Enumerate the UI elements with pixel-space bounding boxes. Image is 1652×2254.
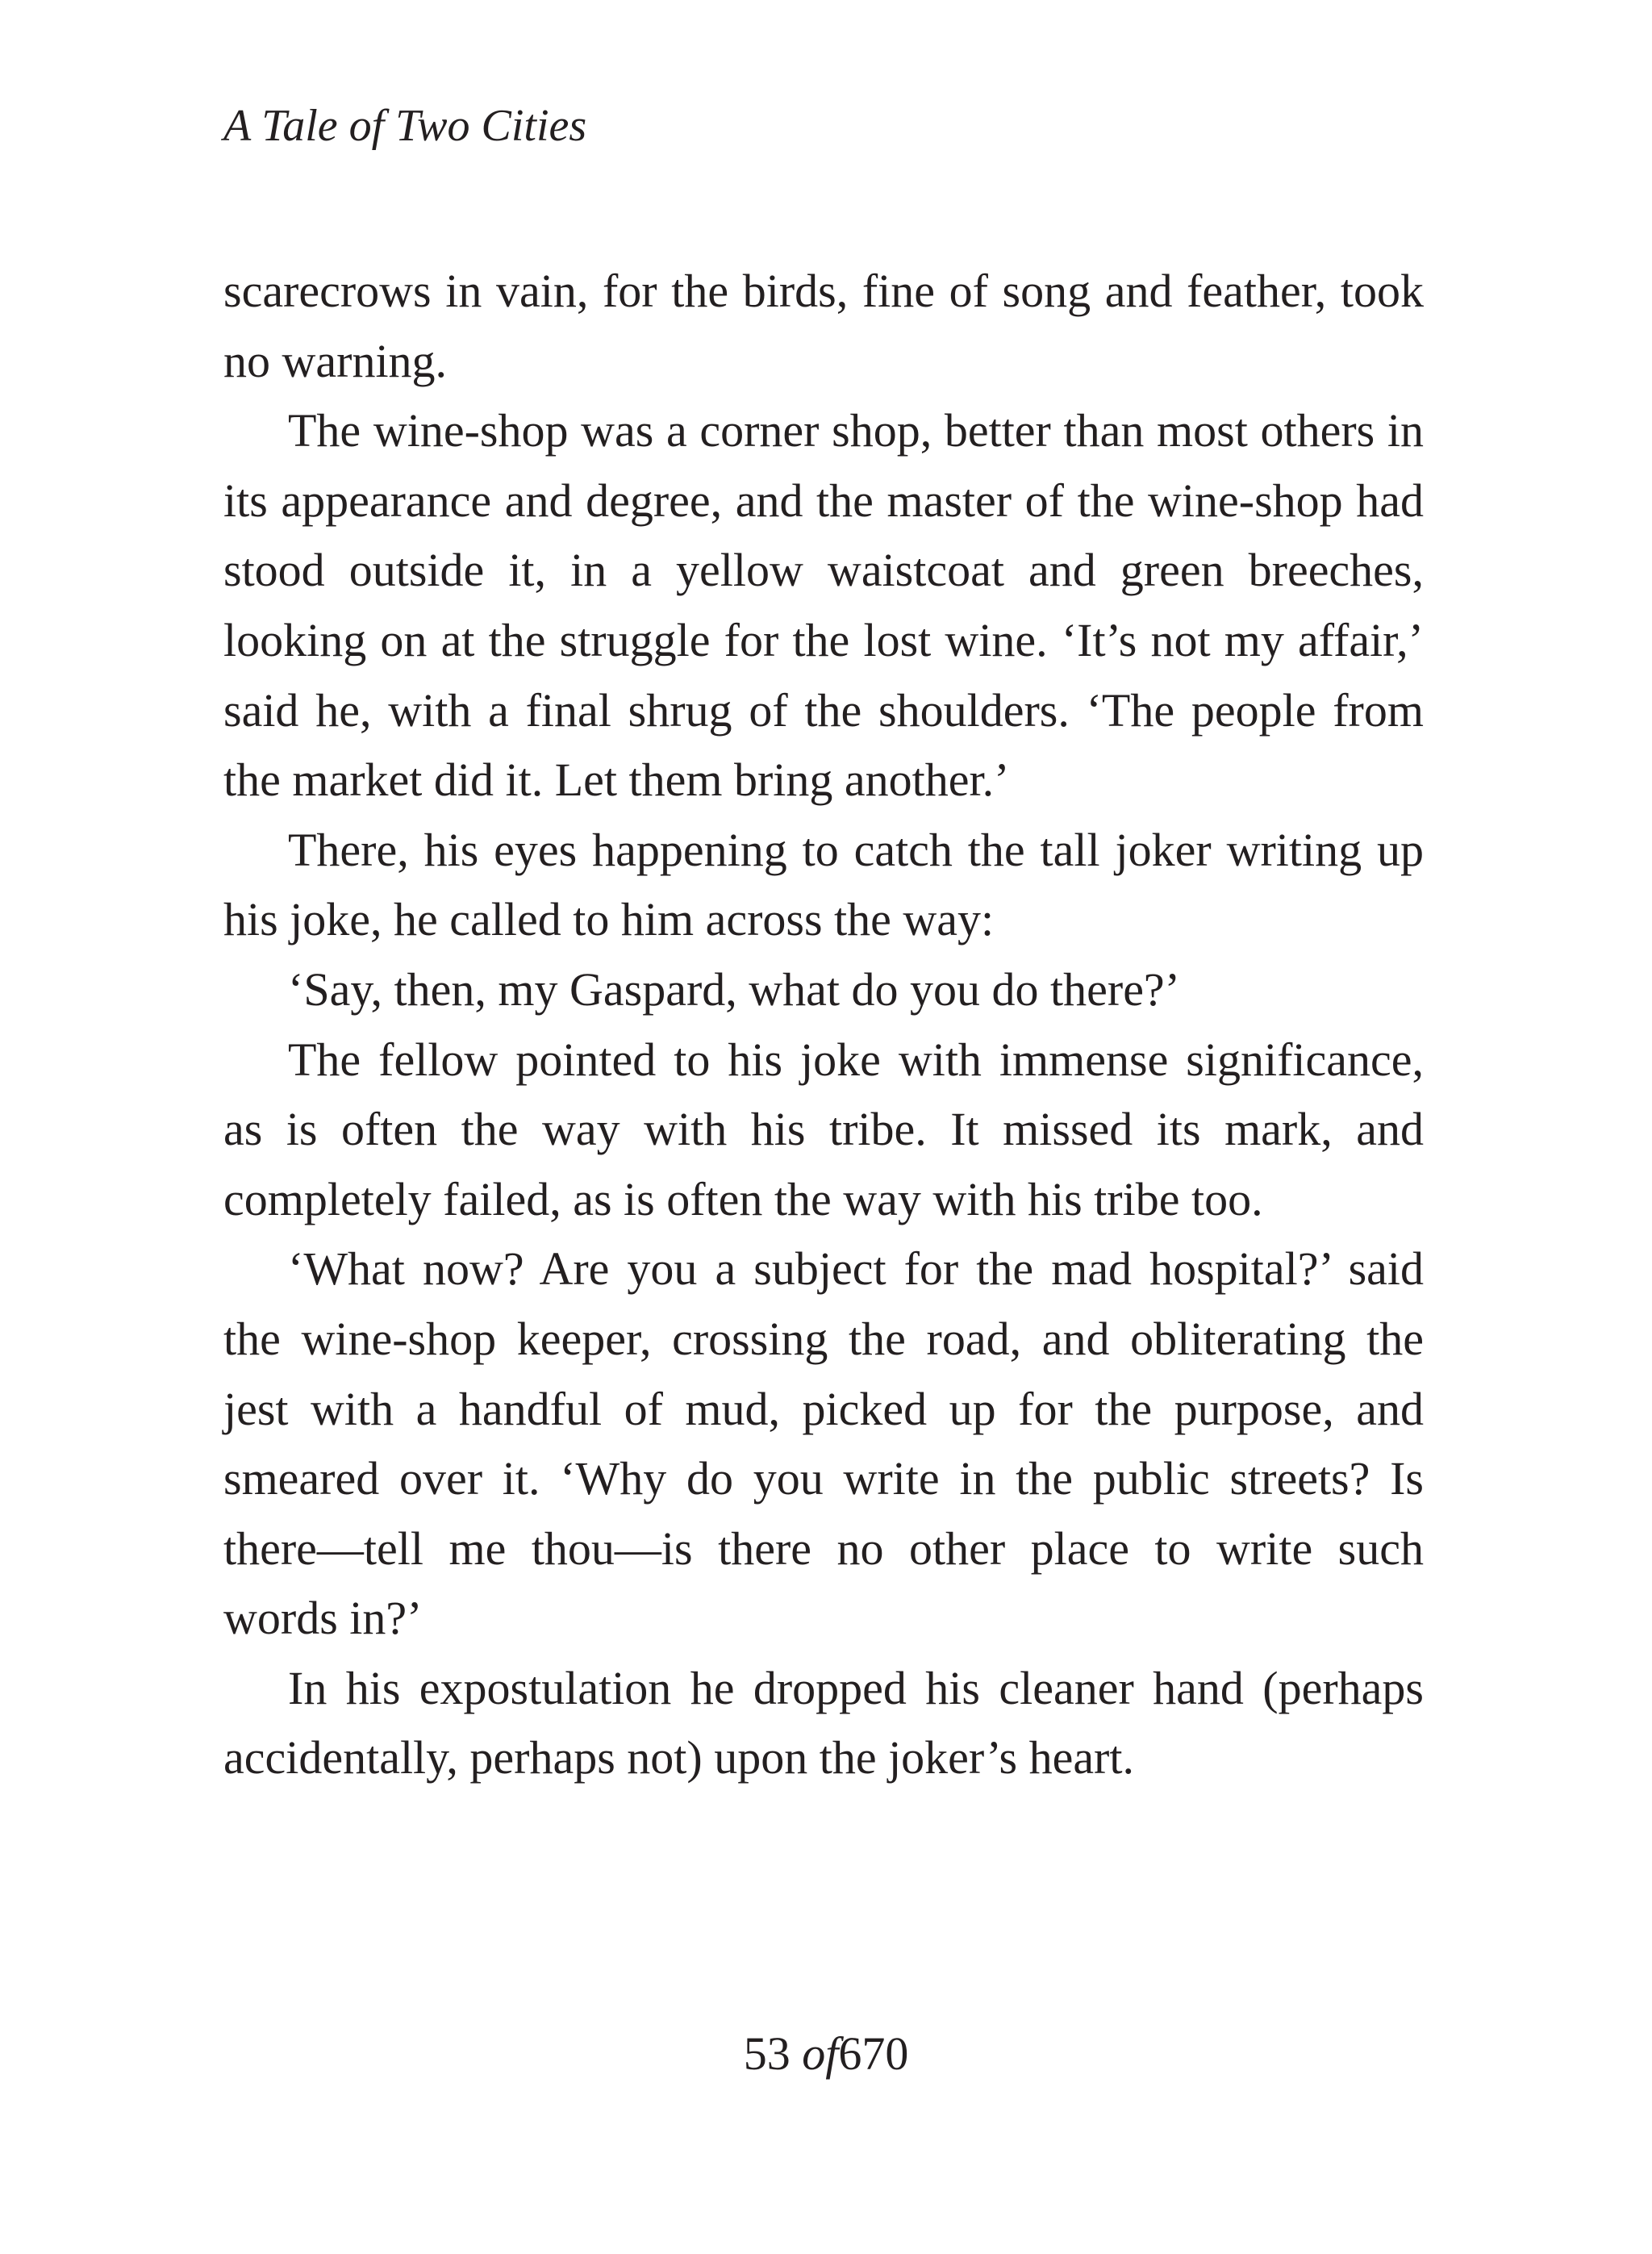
page-body (223, 257, 1424, 1793)
paragraph: There, his eyes happening to catch the tall joker writing up his joke, he called to him across the way: (223, 823, 1424, 946)
paragraph: The wine-shop was a corner shop, better than most others in its appearance and degree, and the master of the wine-shop had stood outside it, in a yellow waistcoat and green breeches, looking on at the struggle for the lost wine. ‘It’s not my affair,’ said he, with a final shrug of the shoulders. ‘The people from the market did it. Let them bring another.’ (223, 404, 1424, 807)
paragraph: ‘What now? Are you a subject for the mad hospital?’ said the wine-shop keeper, crossing the road, and obliterating the jest with a handful of mud, picked up for the purpose, and smeared over it. ‘Why do you write in the public streets? Is there—tell me thou—is there no other place to write such words in?’ (223, 1242, 1424, 1645)
paragraph: The fellow pointed to his joke with immense significance, as is often the way with his tribe. It missed its mark, and completely failed, as is often the way with his tribe too. (223, 1033, 1424, 1225)
paragraph: scarecrows in vain, for the birds, fine of song and feather, took no warning. (223, 265, 1424, 387)
running-head-title: A Tale of Two Cities (223, 101, 587, 151)
paragraph: ‘Say, then, my Gaspard, what do you do there?’ (288, 962, 1180, 1016)
current-page-number: 53 (743, 2027, 791, 2080)
paragraph: In his expostulation he dropped his cleaner hand (perhaps accidentally, perhaps not) upon the joker’s heart. (223, 1661, 1424, 1784)
page-number-separator: of (802, 2027, 839, 2080)
page-number (0, 2027, 1652, 2080)
total-pages-number: 670 (838, 2027, 909, 2080)
